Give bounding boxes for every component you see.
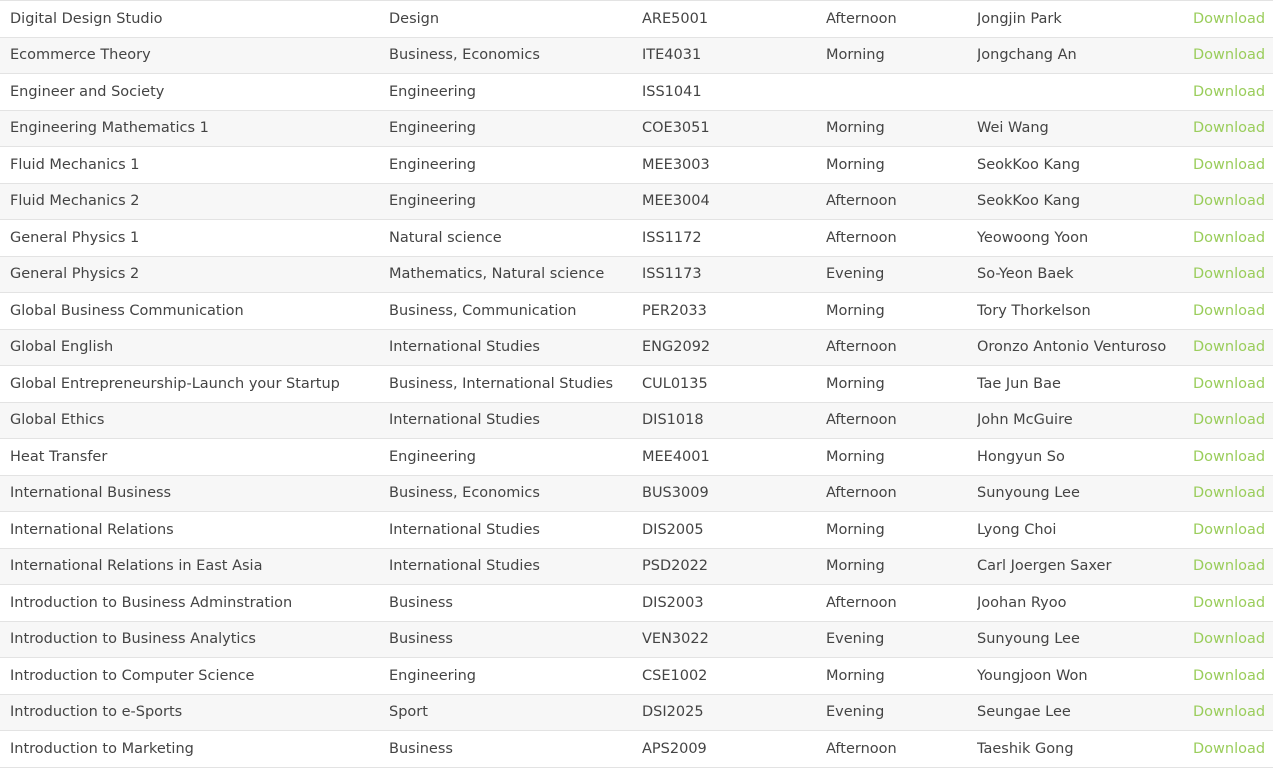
download-link[interactable]: Download (1193, 266, 1266, 283)
course-time: Morning (826, 667, 885, 684)
table-row (0, 695, 1273, 732)
download-link[interactable]: Download (1193, 10, 1266, 27)
table-row (0, 512, 1273, 549)
table-row (0, 147, 1273, 184)
course-department: Business, Communication (389, 302, 577, 319)
course-department: Engineering (389, 120, 476, 137)
course-professor: John McGuire (977, 412, 1073, 429)
download-link[interactable]: Download (1193, 448, 1266, 465)
course-department: Design (389, 10, 440, 27)
download-link[interactable]: Download (1193, 302, 1266, 319)
table-row (0, 622, 1273, 659)
course-code: VEN3022 (642, 631, 709, 648)
course-professor: Joohan Ryoo (977, 594, 1067, 611)
download-link[interactable]: Download (1193, 631, 1266, 648)
course-time: Afternoon (826, 229, 897, 246)
course-time: Evening (826, 704, 885, 721)
download-link[interactable]: Download (1193, 704, 1266, 721)
course-professor: Tory Thorkelson (977, 302, 1091, 319)
course-department: International Studies (389, 339, 540, 356)
table-row (0, 366, 1273, 403)
course-time: Afternoon (826, 10, 897, 27)
course-name: Engineering Mathematics 1 (10, 120, 209, 137)
course-code: CSE1002 (642, 667, 708, 684)
course-time: Morning (826, 448, 885, 465)
course-professor: Carl Joergen Saxer (977, 558, 1112, 575)
download-link[interactable]: Download (1193, 120, 1266, 137)
course-time: Morning (826, 375, 885, 392)
table-row (0, 585, 1273, 622)
course-professor: SeokKoo Kang (977, 156, 1081, 173)
course-time: Afternoon (826, 594, 897, 611)
course-department: Business (389, 594, 453, 611)
course-name: General Physics 2 (10, 266, 140, 283)
course-name: Digital Design Studio (10, 10, 163, 27)
course-code: CUL0135 (642, 375, 708, 392)
table-row (0, 330, 1273, 367)
table-row (0, 293, 1273, 330)
course-code: MEE3004 (642, 193, 710, 210)
download-link[interactable]: Download (1193, 83, 1266, 100)
course-time: Afternoon (826, 339, 897, 356)
course-code: DIS1018 (642, 412, 704, 429)
course-code: MEE3003 (642, 156, 710, 173)
course-code: ITE4031 (642, 47, 702, 64)
course-name: International Relations in East Asia (10, 558, 263, 575)
course-code: BUS3009 (642, 485, 709, 502)
course-professor: Jongchang An (977, 47, 1077, 64)
table-row (0, 731, 1273, 768)
table-row (0, 549, 1273, 586)
course-department: International Studies (389, 521, 540, 538)
course-professor: Lyong Choi (977, 521, 1057, 538)
course-code: ARE5001 (642, 10, 709, 27)
course-professor: Jongjin Park (977, 10, 1062, 27)
course-name: General Physics 1 (10, 229, 140, 246)
table-row (0, 1, 1273, 38)
table-row (0, 184, 1273, 221)
course-professor: So-Yeon Baek (977, 266, 1074, 283)
course-time: Morning (826, 47, 885, 64)
course-code: PER2033 (642, 302, 707, 319)
course-professor: Oronzo Antonio Venturoso (977, 339, 1167, 356)
course-name: Introduction to Business Adminstration (10, 594, 293, 611)
course-professor: Hongyun So (977, 448, 1065, 465)
course-name: Engineer and Society (10, 83, 165, 100)
course-department: Engineering (389, 667, 476, 684)
course-professor: Tae Jun Bae (977, 375, 1061, 392)
course-name: Global Business Communication (10, 302, 244, 319)
course-time: Afternoon (826, 193, 897, 210)
course-name: Introduction to Marketing (10, 740, 194, 757)
course-department: Natural science (389, 229, 502, 246)
course-time: Afternoon (826, 740, 897, 757)
course-time: Morning (826, 521, 885, 538)
course-name: Global English (10, 339, 114, 356)
course-professor: Sunyoung Lee (977, 485, 1080, 502)
course-professor: Yeowoong Yoon (977, 229, 1089, 246)
course-code: DSI2025 (642, 704, 704, 721)
download-link[interactable]: Download (1193, 485, 1266, 502)
table-row (0, 38, 1273, 75)
course-professor: Seungae Lee (977, 704, 1071, 721)
course-name: Introduction to Computer Science (10, 667, 255, 684)
course-name: Global Entrepreneurship-Launch your Startup (10, 375, 340, 392)
course-professor: Taeshik Gong (977, 740, 1074, 757)
table-row (0, 658, 1273, 695)
course-time: Morning (826, 156, 885, 173)
course-name: International Relations (10, 521, 174, 538)
course-name: Heat Transfer (10, 448, 108, 465)
table-row (0, 111, 1273, 148)
table-row (0, 257, 1273, 294)
course-department: Business (389, 631, 453, 648)
table-row (0, 74, 1273, 111)
download-link[interactable]: Download (1193, 339, 1266, 356)
download-link[interactable]: Download (1193, 412, 1266, 429)
course-time: Evening (826, 266, 885, 283)
course-code: ISS1173 (642, 266, 702, 283)
course-code: ISS1172 (642, 229, 702, 246)
course-time: Morning (826, 120, 885, 137)
course-professor: SeokKoo Kang (977, 193, 1081, 210)
course-time: Evening (826, 631, 885, 648)
table-row (0, 439, 1273, 476)
download-link[interactable]: Download (1193, 193, 1266, 210)
course-code: COE3051 (642, 120, 710, 137)
download-link[interactable]: Download (1193, 229, 1266, 246)
course-department: Engineering (389, 448, 476, 465)
course-department: Business, Economics (389, 485, 540, 502)
download-link[interactable]: Download (1193, 156, 1266, 173)
download-link[interactable]: Download (1193, 47, 1266, 64)
course-department: Engineering (389, 156, 476, 173)
course-code: ISS1041 (642, 83, 702, 100)
course-name: Introduction to Business Analytics (10, 631, 256, 648)
course-time: Afternoon (826, 485, 897, 502)
course-department: Engineering (389, 193, 476, 210)
course-department: Engineering (389, 83, 476, 100)
course-name: Fluid Mechanics 1 (10, 156, 140, 173)
course-department: Business, International Studies (389, 375, 614, 392)
course-code: MEE4001 (642, 448, 710, 465)
course-name: Global Ethics (10, 412, 105, 429)
table-row (0, 476, 1273, 513)
course-department: International Studies (389, 558, 540, 575)
course-code: APS2009 (642, 740, 707, 757)
download-link[interactable]: Download (1193, 375, 1266, 392)
course-time: Afternoon (826, 412, 897, 429)
course-time: Morning (826, 302, 885, 319)
course-code: DIS2005 (642, 521, 704, 538)
course-professor: Sunyoung Lee (977, 631, 1080, 648)
course-department: Business, Economics (389, 47, 540, 64)
course-name: Introduction to e-Sports (10, 704, 183, 721)
course-professor: Wei Wang (977, 120, 1049, 137)
course-code: DIS2003 (642, 594, 704, 611)
course-professor: Youngjoon Won (977, 667, 1088, 684)
download-link[interactable]: Download (1193, 594, 1266, 611)
course-department: International Studies (389, 412, 540, 429)
download-link[interactable]: Download (1193, 558, 1266, 575)
table-row (0, 220, 1273, 257)
download-link[interactable]: Download (1193, 521, 1266, 538)
download-link[interactable]: Download (1193, 740, 1266, 757)
course-name: International Business (10, 485, 172, 502)
course-code: PSD2022 (642, 558, 709, 575)
course-department: Mathematics, Natural science (389, 266, 605, 283)
course-code: ENG2092 (642, 339, 711, 356)
course-time: Morning (826, 558, 885, 575)
table-row (0, 403, 1273, 440)
course-name: Fluid Mechanics 2 (10, 193, 140, 210)
course-name: Ecommerce Theory (10, 47, 151, 64)
download-link[interactable]: Download (1193, 667, 1266, 684)
course-department: Business (389, 740, 453, 757)
course-department: Sport (389, 704, 428, 721)
